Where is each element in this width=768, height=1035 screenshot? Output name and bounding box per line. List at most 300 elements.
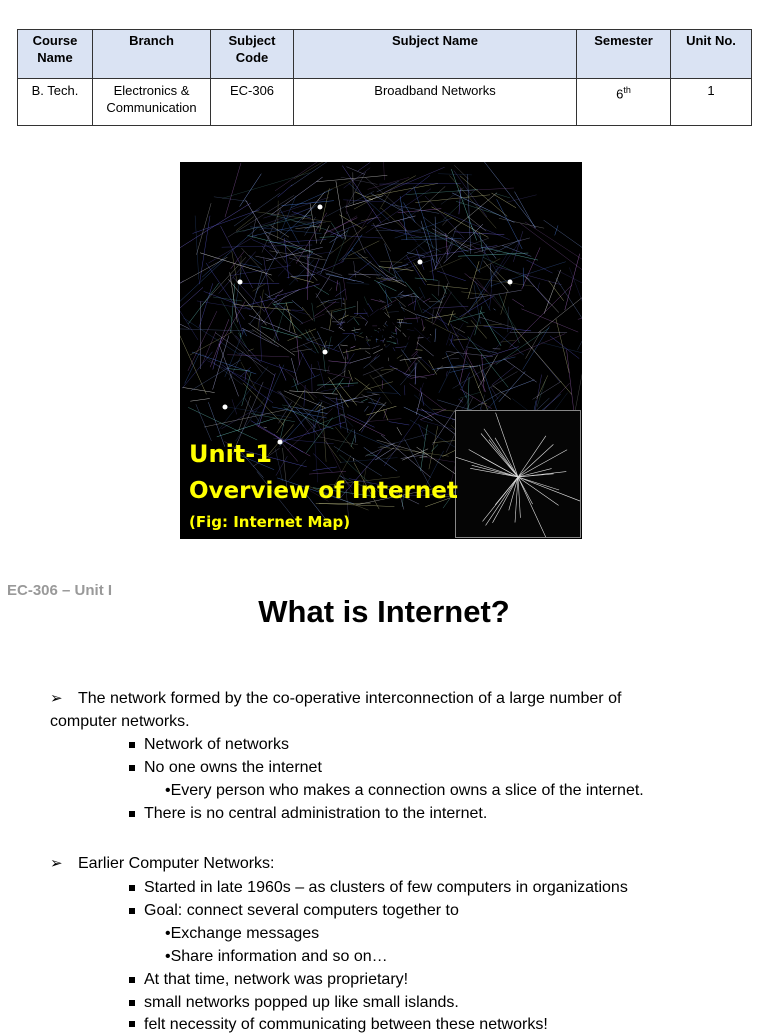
map-link [278, 422, 345, 443]
map-link [367, 342, 370, 346]
map-link [227, 355, 289, 357]
map-link [196, 203, 211, 255]
map-link [479, 317, 516, 329]
map-link [471, 320, 487, 338]
map-link [341, 209, 374, 263]
map-link [397, 427, 402, 435]
map-link [395, 230, 446, 235]
map-link [240, 174, 262, 207]
map-link [387, 341, 397, 343]
map-link [430, 334, 431, 335]
map-link [366, 336, 367, 338]
map-link [448, 311, 453, 326]
map-link [364, 309, 369, 317]
map-link [475, 277, 502, 308]
map-link [365, 443, 395, 456]
map-link [259, 373, 276, 426]
page-header: EC-306 – Unit I [7, 582, 112, 599]
map-link [180, 257, 227, 284]
map-link [339, 426, 390, 448]
page-title: What is Internet? [0, 594, 768, 630]
map-link [288, 329, 317, 341]
list-item: At that time, network was proprietary! [144, 970, 408, 990]
map-link [451, 324, 464, 350]
map-link [320, 188, 330, 231]
map-link [277, 390, 305, 433]
map-link [326, 308, 342, 312]
map-link [185, 353, 200, 384]
map-link [343, 278, 346, 300]
map-link [361, 397, 380, 432]
map-link [342, 257, 368, 259]
map-link [544, 270, 561, 314]
map-link [341, 177, 378, 184]
map-link [403, 202, 415, 222]
map-link [474, 238, 530, 253]
body-text: computer networks. [50, 712, 190, 732]
map-link [292, 349, 312, 352]
map-link [321, 327, 335, 332]
map-link [401, 307, 417, 315]
map-link [374, 330, 376, 331]
map-link [494, 309, 496, 311]
map-link [425, 319, 459, 336]
map-link [555, 225, 558, 235]
map-link [236, 397, 266, 441]
cell-unit-no: 1 [671, 79, 752, 126]
map-link [525, 222, 582, 262]
unit-title: Unit-1 [189, 440, 272, 468]
map-link [262, 246, 298, 282]
map-link [385, 313, 390, 318]
map-link [367, 392, 398, 393]
semester-number: 6 [616, 86, 623, 101]
map-link [413, 293, 431, 308]
map-link [230, 272, 238, 322]
list-item: Started in late 1960s – as clusters of few computers in organizations [144, 878, 628, 898]
map-link [300, 351, 315, 377]
map-link [347, 211, 366, 253]
map-link [367, 175, 430, 224]
map-link [274, 290, 300, 303]
map-link [278, 201, 279, 240]
map-link [480, 233, 483, 252]
inset-zoom-panel [455, 410, 581, 538]
inset-link [515, 477, 518, 523]
map-link [338, 315, 348, 320]
map-link [365, 321, 368, 325]
map-link [248, 236, 313, 253]
map-link [492, 193, 517, 208]
map-link [549, 281, 564, 301]
map-link [482, 248, 496, 270]
list-item: Goal: connect several computers together to [144, 901, 459, 921]
map-link [358, 162, 370, 171]
map-link [414, 328, 430, 343]
map-link [490, 262, 565, 286]
map-link [379, 283, 392, 302]
map-link [370, 309, 379, 316]
map-link [406, 190, 478, 195]
map-link [292, 300, 304, 310]
cell-semester [577, 79, 671, 126]
map-hub [238, 280, 243, 285]
map-link [313, 467, 337, 471]
map-link [336, 280, 337, 290]
map-link [569, 267, 582, 340]
map-link [365, 351, 370, 354]
map-link [347, 283, 370, 284]
sub-list-item: •Every person who makes a connection owns a slice of the internet. [165, 781, 644, 801]
map-link [515, 192, 536, 229]
body-text: Earlier Computer Networks: [78, 854, 275, 874]
map-link [348, 274, 380, 275]
map-link [300, 314, 324, 324]
body-text: The network formed by the co-operative interconnection of a large number of [78, 689, 621, 709]
map-link [340, 282, 342, 307]
map-link [315, 402, 322, 410]
map-link [355, 332, 358, 333]
map-link [317, 398, 356, 411]
map-link [349, 172, 366, 204]
map-link [429, 360, 437, 374]
map-link [384, 162, 385, 180]
map-link [460, 392, 481, 398]
figure-caption: (Fig: Internet Map) [189, 513, 350, 531]
map-link [513, 231, 523, 262]
map-link [374, 280, 396, 291]
map-link [316, 276, 330, 298]
square-bullet-icon [129, 811, 135, 817]
map-link [467, 216, 486, 231]
map-link [401, 349, 411, 362]
map-link [330, 288, 333, 291]
arrow-bullet-icon: ➢ [50, 689, 63, 709]
square-bullet-icon [129, 765, 135, 771]
map-link [399, 320, 400, 327]
map-link [389, 337, 392, 338]
map-hub [418, 260, 423, 265]
map-link [469, 268, 498, 312]
map-link [343, 349, 361, 353]
map-link [328, 361, 350, 363]
map-link [321, 233, 339, 274]
map-hub [278, 440, 283, 445]
square-bullet-icon [129, 1000, 135, 1006]
map-link [499, 218, 544, 228]
map-link [231, 252, 244, 269]
map-link [332, 227, 350, 273]
map-link [370, 398, 375, 406]
map-link [417, 342, 434, 356]
map-link [372, 346, 380, 349]
map-link [325, 345, 333, 346]
map-link [386, 344, 390, 348]
list-item: felt necessity of communicating between these networks! [144, 1015, 548, 1035]
map-link [318, 361, 325, 388]
map-link [180, 329, 206, 395]
map-link [379, 183, 461, 184]
map-link [344, 394, 378, 401]
map-link [252, 329, 272, 342]
map-link [471, 226, 496, 259]
map-link [389, 422, 410, 425]
map-link [395, 297, 406, 307]
map-link [317, 331, 326, 349]
map-link [333, 306, 356, 312]
map-link [492, 327, 514, 353]
map-link [480, 311, 501, 346]
map-link [446, 330, 451, 345]
map-link [395, 347, 406, 348]
sub-list-item: •Exchange messages [165, 924, 319, 944]
inset-link [518, 444, 553, 477]
map-link [431, 445, 438, 452]
inset-link [489, 440, 518, 477]
map-link [360, 333, 363, 335]
map-link [356, 335, 363, 338]
map-link [304, 385, 305, 407]
cell-subject-name: Broadband Networks [294, 79, 577, 126]
map-link [396, 259, 435, 273]
map-link [275, 449, 282, 481]
map-link [340, 345, 347, 346]
map-link [210, 319, 229, 367]
map-hub [223, 405, 228, 410]
inset-link [518, 450, 567, 477]
map-link [278, 258, 295, 277]
header-semester: Semester [577, 30, 671, 79]
cell-course-name: B. Tech. [18, 79, 93, 126]
map-link [405, 318, 420, 319]
map-link [264, 258, 271, 299]
map-link [367, 419, 402, 422]
map-link [324, 440, 341, 463]
map-link [479, 252, 508, 301]
map-link [264, 427, 267, 428]
map-hub [318, 205, 323, 210]
map-link [328, 366, 329, 372]
arrow-bullet-icon: ➢ [50, 854, 63, 874]
table-row [18, 79, 752, 126]
map-link [241, 248, 273, 282]
map-link [321, 298, 342, 302]
map-link [286, 303, 295, 334]
map-link [446, 371, 447, 376]
map-link [230, 266, 290, 276]
inset-link [481, 434, 518, 478]
map-link [312, 368, 330, 371]
map-link [432, 310, 434, 324]
map-link [260, 296, 279, 341]
inset-link [518, 477, 547, 537]
map-link [256, 250, 279, 294]
map-link [430, 258, 462, 272]
map-link [435, 329, 436, 342]
map-link [267, 213, 326, 229]
map-link [275, 162, 337, 191]
map-link [492, 366, 515, 385]
map-link [537, 375, 548, 399]
map-link [324, 179, 355, 192]
map-link [414, 263, 427, 282]
map-link [450, 358, 459, 359]
map-link [280, 210, 299, 244]
map-link [429, 426, 438, 469]
map-link [468, 337, 509, 388]
map-link [399, 220, 407, 230]
map-link [302, 307, 313, 320]
map-link [385, 321, 387, 324]
map-link [293, 252, 333, 258]
map-link [183, 387, 215, 392]
map-link [397, 355, 403, 359]
course-info-table [17, 29, 752, 126]
map-link [432, 306, 468, 308]
map-link [317, 383, 358, 385]
map-link [213, 338, 222, 370]
map-link [289, 391, 337, 394]
map-link [294, 162, 339, 179]
map-link [367, 183, 438, 196]
list-item: small networks popped up like small islands. [144, 993, 459, 1013]
map-link [438, 174, 472, 175]
map-link [358, 253, 387, 276]
map-link [347, 415, 374, 428]
map-link [414, 298, 416, 311]
map-link [377, 277, 396, 283]
map-link [258, 290, 264, 331]
map-link [379, 267, 414, 271]
map-link [250, 311, 260, 324]
map-link [415, 362, 416, 384]
square-bullet-icon [129, 1021, 135, 1027]
map-link [180, 203, 251, 251]
map-link [499, 294, 519, 343]
map-link [454, 171, 487, 218]
map-link [491, 264, 492, 287]
map-link [317, 261, 344, 273]
map-link [444, 224, 483, 263]
map-link [454, 339, 468, 340]
map-link [383, 329, 384, 330]
map-link [435, 240, 454, 269]
map-link [327, 310, 341, 326]
map-link [340, 394, 348, 433]
map-link [437, 271, 466, 281]
map-link [504, 359, 537, 383]
map-link [493, 295, 516, 329]
map-link [391, 332, 394, 333]
map-link [415, 278, 438, 280]
map-link [225, 163, 241, 217]
map-link [495, 194, 510, 198]
map-link [378, 434, 429, 448]
map-link [380, 340, 383, 341]
sub-list-item: •Share information and so on… [165, 947, 388, 967]
map-link [190, 332, 233, 355]
map-link [241, 362, 256, 390]
map-link [410, 374, 434, 378]
map-link [418, 186, 446, 212]
map-link [235, 336, 260, 363]
header-branch: Branch [93, 30, 211, 79]
map-link [407, 329, 414, 331]
map-link [392, 323, 394, 326]
map-link [236, 270, 242, 307]
map-link [297, 353, 304, 371]
map-link [319, 400, 343, 410]
map-link [180, 329, 254, 331]
map-link [329, 377, 349, 407]
map-link [352, 329, 361, 331]
map-link [445, 286, 462, 307]
map-link [389, 263, 392, 272]
map-link [520, 223, 582, 277]
map-link [373, 223, 391, 251]
map-link [448, 193, 497, 234]
map-link [376, 216, 415, 226]
map-link [544, 220, 582, 269]
map-link [353, 172, 354, 204]
map-link [354, 313, 368, 314]
map-link [330, 217, 375, 235]
map-link [422, 319, 424, 331]
list-item: There is no central administration to the internet. [144, 804, 487, 824]
map-link [314, 301, 336, 316]
map-link [381, 330, 382, 331]
map-link [480, 365, 485, 382]
internet-map-figure [180, 162, 582, 539]
map-link [337, 429, 353, 452]
map-link [538, 283, 540, 291]
map-link [416, 335, 419, 350]
map-link [415, 350, 422, 351]
map-link [279, 391, 310, 434]
unit-subtitle: Overview of Internet [189, 478, 458, 504]
inset-link [518, 477, 559, 505]
map-hub [508, 280, 513, 285]
map-link [274, 305, 285, 343]
map-link [199, 283, 213, 327]
map-link [390, 295, 409, 298]
map-hub [323, 350, 328, 355]
map-link [525, 275, 550, 304]
map-link [521, 309, 578, 332]
map-link [373, 370, 394, 379]
map-link [222, 173, 309, 199]
map-link [538, 296, 582, 332]
square-bullet-icon [129, 977, 135, 983]
map-link [388, 358, 389, 362]
map-link [326, 191, 374, 216]
map-link [376, 339, 379, 340]
map-link [255, 256, 271, 259]
map-link [442, 352, 459, 359]
map-link [278, 185, 293, 197]
map-link [354, 318, 360, 325]
map-link [527, 260, 553, 273]
map-link [419, 383, 424, 396]
map-link [361, 399, 368, 402]
map-link [381, 369, 398, 371]
map-link [383, 325, 385, 327]
map-link [208, 235, 257, 263]
map-link [243, 383, 284, 426]
map-link [385, 306, 390, 318]
map-link [373, 268, 386, 291]
square-bullet-icon [129, 908, 135, 914]
